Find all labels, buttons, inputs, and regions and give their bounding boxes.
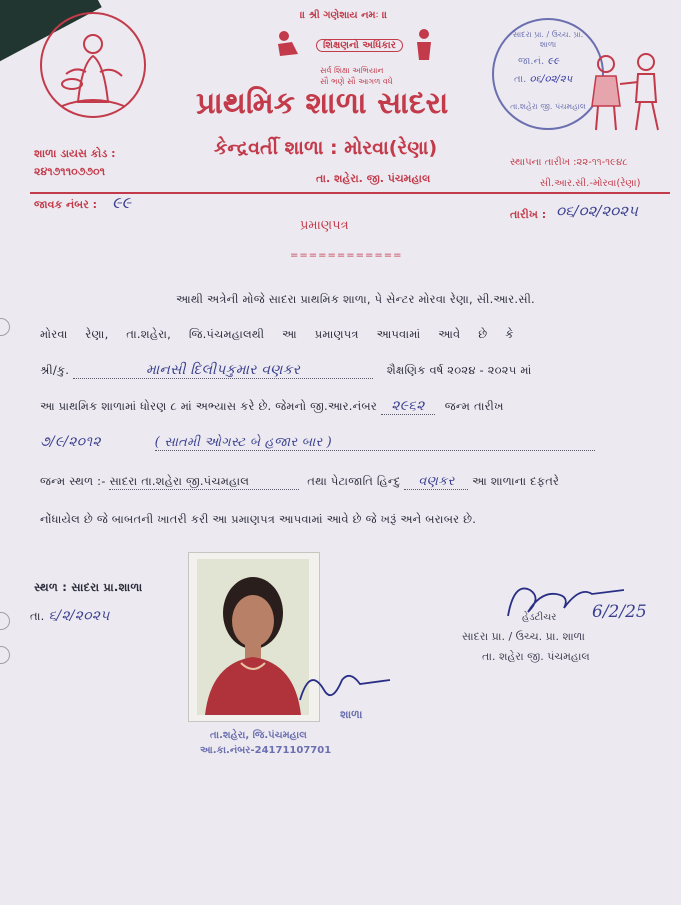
school-stamp-line-3: આ.કા.નંબર-24171107701 xyxy=(200,745,332,756)
student-prefix: શ્રી/કુ. xyxy=(40,363,70,377)
dise-label: શાળા ડાયસ કોડ : xyxy=(34,147,116,160)
crc-line: સી.આર.સી.-મોરવા(રેણા) xyxy=(540,178,641,189)
footer-date xyxy=(30,608,110,624)
school-name: પ્રાથમિક શાળા સાદરા xyxy=(196,86,449,121)
caste-label: તથા પેટાજાતિ હિન્દુ xyxy=(307,474,401,488)
children-illustration-icon xyxy=(584,46,670,136)
rte-banner-label: શિક્ષણનો અધિકાર xyxy=(316,39,403,52)
gr-number: ૨૯૬૨ xyxy=(381,398,435,415)
headteacher-school: સાદરા પ્રા. / ઉચ્ચ. પ્રા. શાળા xyxy=(462,630,585,643)
birth-date: ૭/૯/૨૦૧૨ xyxy=(40,434,101,450)
outward-value: ૯૯ xyxy=(112,193,131,212)
enrollment-text: આ પ્રાથમિક શાળામાં ધોરણ ૮ માં અભ્યાસ કરે છે. જેમનો જી.આર.નંબર xyxy=(40,399,378,413)
margin-hole-3 xyxy=(0,646,10,664)
birth-date-words: ( સાતમી ઓગસ્ટ બે હજાર બાર ) xyxy=(155,435,595,451)
saraswati-logo xyxy=(40,12,146,118)
birthplace-value: સાદરા તા.શહેરા જી.પંચમહાલ xyxy=(109,474,299,490)
body-line-1: આથી અત્રેની મોજે સાદરા પ્રાથમિક શાળા, પે સેન્ટર મોરવા રેણા, સી.આર.સી. xyxy=(176,292,535,306)
seal-ja-no-label: જા.નં. xyxy=(518,56,545,67)
center-line: કેન્દ્રવર્તી શાળા : મોરવા(રેણા) xyxy=(214,137,438,159)
seal-date xyxy=(514,74,572,85)
established: સ્થાપના તારીખ :૨૨-૧૧-૧૯૪૮ xyxy=(510,157,628,168)
date-label: તારીખ : xyxy=(510,208,547,221)
body-line-5 xyxy=(40,434,660,451)
body-line-2: મોરવા રેણા, તા.શહેરા, જિ.પંચમહાલથી આ પ્રમાણપત્ર આપવામાં આવે છે કે xyxy=(40,327,514,341)
tagline-2: સૌ ભણે સૌ આગળ વધે xyxy=(320,77,393,86)
footer-date-value: ૬/૨/૨૦૨૫ xyxy=(48,608,110,624)
margin-hole-2 xyxy=(0,612,10,630)
seal-bottom: તા.શહેરા જી. પંચમહાલ xyxy=(510,102,586,111)
seal-ja-no-value: ૯૯ xyxy=(547,56,560,67)
document-title: પ્રમાણપત્ર xyxy=(300,218,349,233)
birth-date-label: જન્મ તારીખ xyxy=(444,399,504,413)
body-line-4 xyxy=(40,398,660,415)
signature-date: 6/2/25 xyxy=(592,602,647,622)
date-value: ૦૬/૦૨/૨૦૨૫ xyxy=(556,202,638,220)
place-label: સ્થળ : સાદરા પ્રા.શાળા xyxy=(34,580,143,594)
seal-date-value: ૦૬/૦૨/૨૫ xyxy=(529,74,573,85)
saraswati-icon xyxy=(42,14,144,116)
outward-label: જાવક નંબર : xyxy=(34,198,97,211)
child-reading-icon xyxy=(272,28,306,62)
birthplace-label: જન્મ સ્થળ :- xyxy=(40,474,106,488)
invocation: ॥ શ્રી ગણેશાય નમઃ ॥ xyxy=(300,10,388,21)
rte-banner xyxy=(272,28,442,62)
school-stamp-line-1: શાળા xyxy=(340,708,363,721)
seal-ja-no xyxy=(518,56,559,67)
school-stamp xyxy=(200,708,380,756)
caste-value: વણકર xyxy=(404,474,468,490)
body-line-6-tail: આ શાળાના દફતરે xyxy=(472,474,560,488)
tagline-1: સર્વ શિક્ષા અભિયાન xyxy=(320,66,384,75)
margin-hole-1 xyxy=(0,318,10,336)
child-icon xyxy=(412,28,436,62)
academic-year: શૈક્ષણિક વર્ષ ૨૦૨૪ - ૨૦૨૫ માં xyxy=(386,363,532,377)
location-line: તા. શહેરા. જી. પંચમહાલ xyxy=(316,172,431,185)
headteacher-location: તા. શહેરા જી. પંચમહાલ xyxy=(482,650,590,663)
body-line-7: નોંધાયેલ છે જે બાબતની ખાતરી કરી આ પ્રમાણપત્ર આપવામાં આવે છે જે ખરૂં અને બરાબર છે. xyxy=(40,512,477,526)
footer-date-label: તા. xyxy=(30,609,45,623)
title-rule: ============ xyxy=(290,250,403,261)
student-name: માનસી દિલીપકુમાર વણકર xyxy=(73,362,373,379)
photo-signature-icon xyxy=(290,660,400,710)
headteacher-title: હેડટીચર xyxy=(522,612,557,623)
dise-code: ૨૪૧૭૧૧૦૭૭૦૧ xyxy=(34,165,106,178)
seal-ring-text: સાદરા પ્રા. / ઉચ્ચ. પ્રા. શાળા xyxy=(512,30,584,49)
school-stamp-line-2: તા.શહેરા, જિ.પંચમહાલ xyxy=(210,730,307,741)
seal-date-label: તા. xyxy=(514,74,527,85)
body-line-3 xyxy=(40,362,650,379)
body-line-6 xyxy=(40,474,660,490)
